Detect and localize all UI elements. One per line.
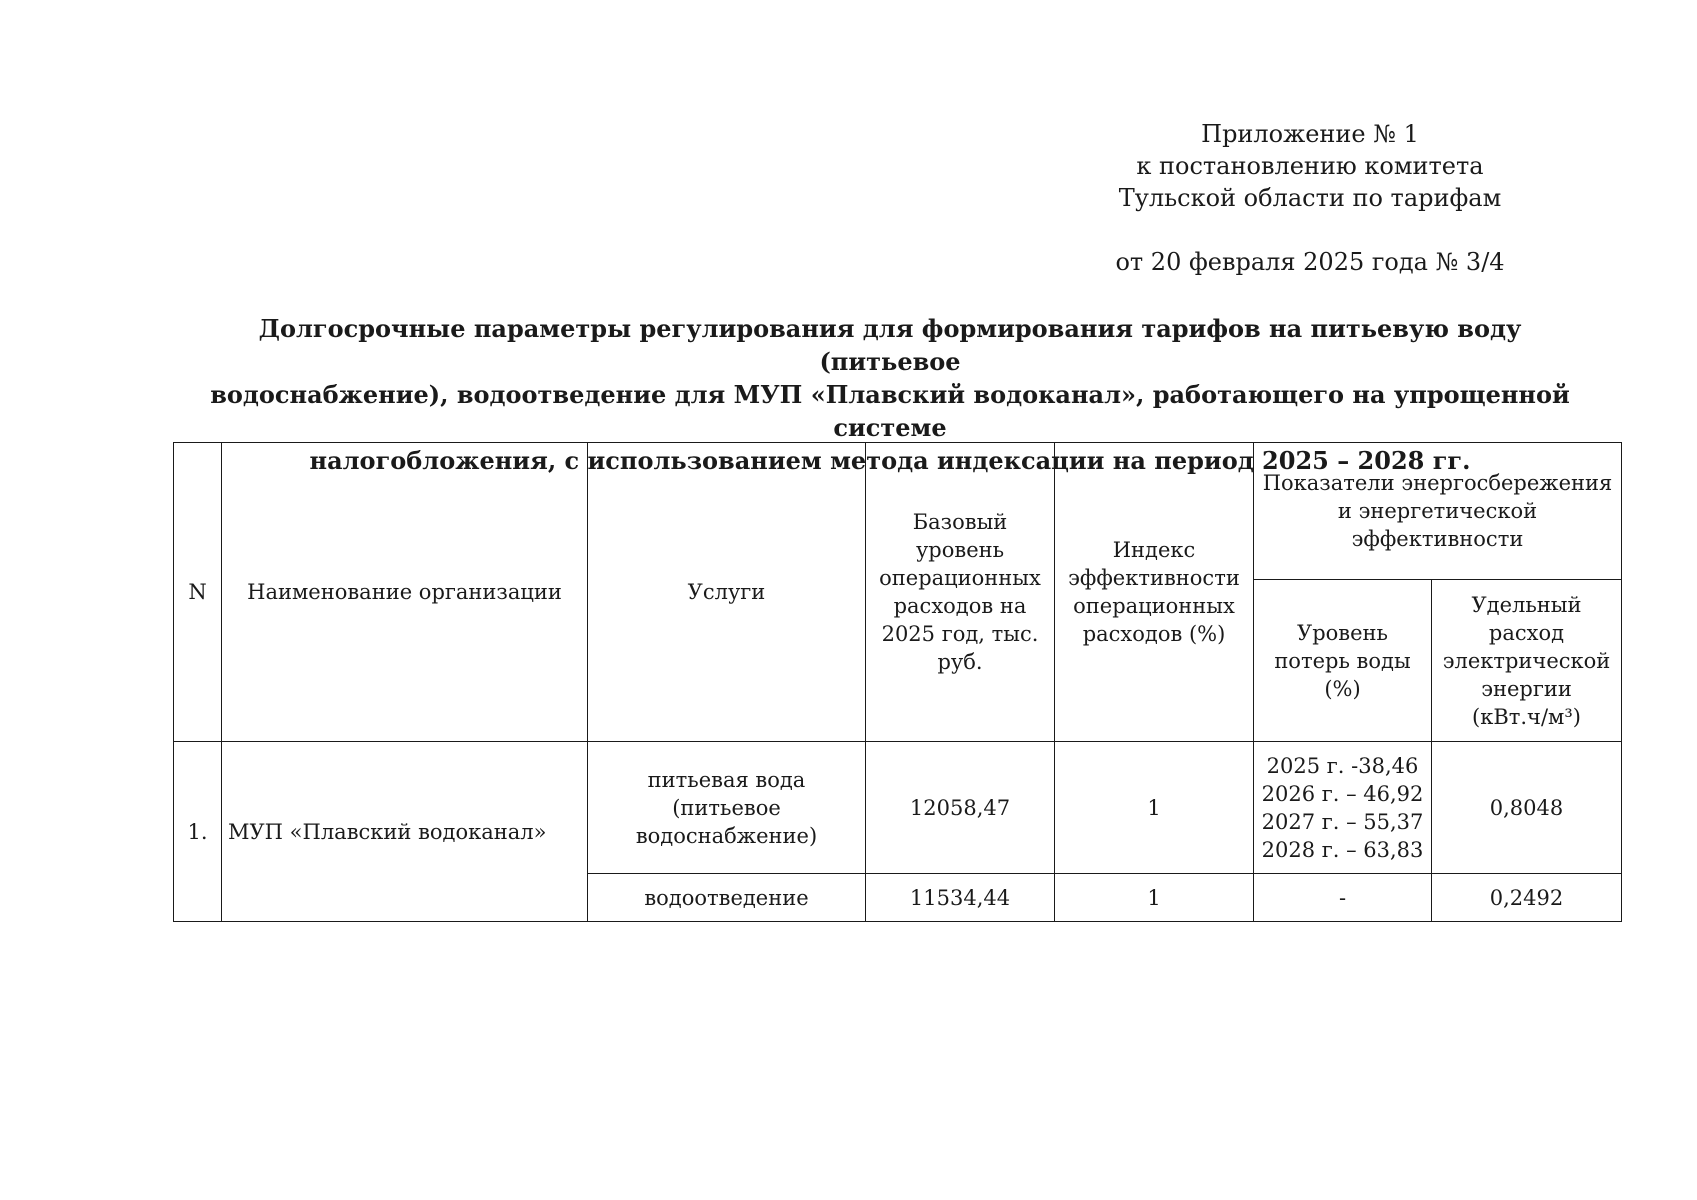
cell-base-level: 11534,44 — [866, 874, 1055, 922]
losses-2027: 2027 г. – 55,37 — [1261, 809, 1424, 834]
cell-power: 0,8048 — [1432, 742, 1622, 874]
header-power-label: Удельный расход электрической энергии — [1442, 592, 1611, 701]
title-line-1: Долгосрочные параметры регулирования для формирования тарифов на питьевую воду (питьевое — [258, 314, 1522, 376]
header-org: Наименование организации — [222, 443, 588, 742]
appendix-spacer — [1100, 214, 1520, 246]
header-base-level: Базовый уровень операционных расходов на 2025 год, тыс. руб. — [866, 443, 1055, 742]
header-energy-group: Показатели энергосбережения и энергетической эффективности — [1254, 443, 1622, 580]
cell-org: МУП «Плавский водоканал» — [222, 742, 588, 922]
appendix-block — [1100, 118, 1520, 278]
losses-2026: 2026 г. – 46,92 — [1261, 781, 1424, 806]
appendix-reference: к постановлению комитета — [1136, 152, 1484, 180]
table-header-row — [174, 443, 1622, 580]
appendix-number: Приложение № 1 — [1201, 120, 1419, 148]
losses-2028: 2028 г. – 63,83 — [1261, 837, 1424, 862]
cell-losses: - — [1254, 874, 1432, 922]
header-service: Услуги — [588, 443, 866, 742]
parameters-table — [173, 442, 1622, 922]
title-line-2: водоснабжение), водоотведение для МУП «Плавский водоканал», работающего на упрощенной системе — [210, 380, 1570, 442]
title-line-3: налогобложения, с использованием метода индексации на период 2025 – 2028 гг. — [309, 446, 1471, 475]
header-power-unit: (кВт.ч/м³) — [1472, 704, 1581, 729]
cell-service: питьевая вода (питьевое водоснабжение) — [588, 742, 866, 874]
cell-service: водоотведение — [588, 874, 866, 922]
cell-n: 1. — [174, 742, 222, 922]
header-index: Индекс эффективности операционных расходов (%) — [1055, 443, 1254, 742]
header-power — [1432, 580, 1622, 742]
table-row — [174, 742, 1622, 874]
cell-index: 1 — [1055, 874, 1254, 922]
header-n: N — [174, 443, 222, 742]
cell-index: 1 — [1055, 742, 1254, 874]
header-losses: Уровень потерь воды (%) — [1254, 580, 1432, 742]
cell-losses — [1254, 742, 1432, 874]
losses-2025: 2025 г. -38,46 — [1266, 753, 1419, 778]
appendix-committee: Тульской области по тарифам — [1118, 184, 1502, 212]
cell-base-level: 12058,47 — [866, 742, 1055, 874]
cell-power: 0,2492 — [1432, 874, 1622, 922]
appendix-date: от 20 февраля 2025 года № 3/4 — [1115, 248, 1505, 276]
